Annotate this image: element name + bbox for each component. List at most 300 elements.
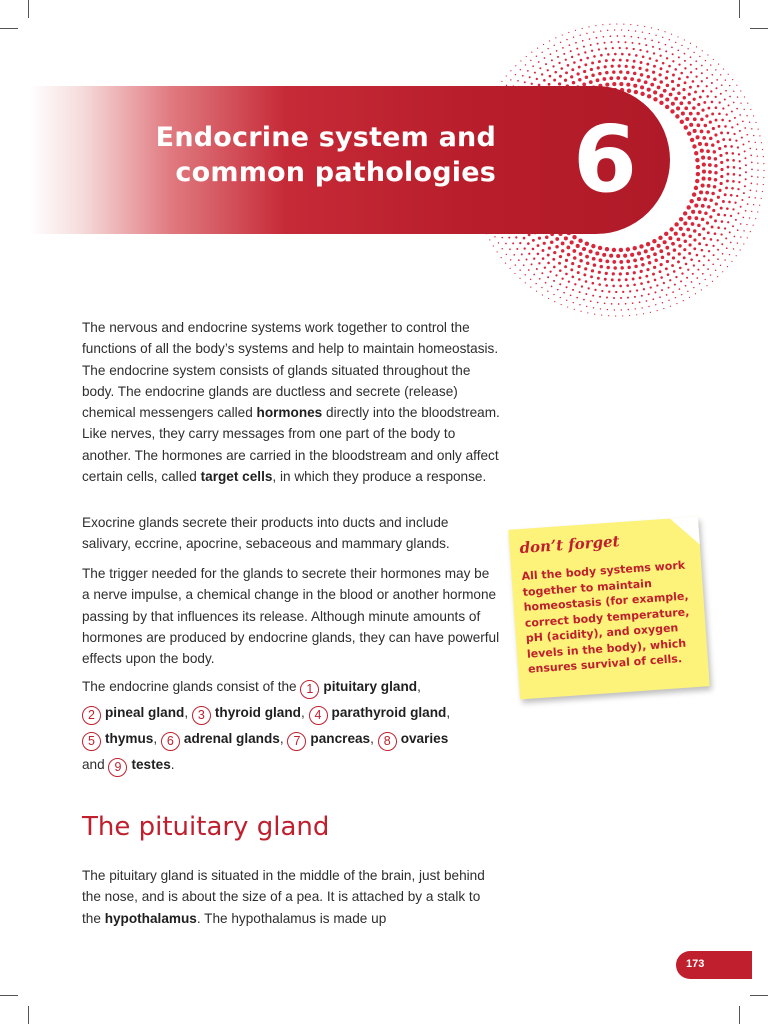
halo-dot (532, 65, 534, 67)
halo-dot (687, 48, 688, 49)
halo-dot (498, 242, 499, 243)
halo-dot (527, 70, 529, 72)
halo-dot (597, 66, 600, 69)
halo-dot (713, 150, 717, 154)
halo-dot (708, 177, 712, 181)
halo-dot (733, 133, 735, 135)
halo-dot (522, 75, 524, 77)
halo-dot (669, 93, 673, 97)
halo-dot (591, 50, 593, 52)
halo-dot (710, 64, 711, 65)
halo-dot (693, 117, 697, 121)
chapter-title (120, 120, 496, 190)
halo-dot (537, 244, 540, 247)
halo-dot (625, 303, 627, 305)
halo-dot (734, 202, 736, 204)
halo-dot (672, 74, 675, 77)
halo-dot (545, 63, 547, 65)
halo-dot (688, 235, 692, 239)
halo-dot (633, 284, 636, 287)
halo-dot (687, 101, 691, 105)
halo-dot (755, 218, 756, 219)
halo-dot (649, 57, 652, 60)
halo-dot (564, 265, 567, 268)
halo-dot (757, 183, 758, 184)
halo-dot (607, 309, 608, 310)
halo-dot (702, 170, 706, 174)
halo-dot (626, 260, 630, 264)
halo-dot (717, 276, 718, 277)
halo-dot (644, 249, 648, 253)
halo-dot (744, 127, 746, 129)
halo-dot (739, 130, 741, 132)
halo-dot (598, 246, 602, 250)
halo-dot (524, 81, 526, 83)
halo-dot (739, 174, 741, 176)
halo-dot (612, 70, 616, 74)
dont-forget-note (508, 517, 709, 700)
halo-dot (693, 52, 694, 53)
halo-dot (648, 306, 649, 307)
halo-dot (704, 211, 708, 215)
halo-dot (618, 64, 621, 67)
text-run: . The hypothalamus is made up (196, 910, 387, 926)
halo-dot (683, 300, 684, 301)
halo-dot (702, 177, 706, 181)
halo-dot (702, 90, 705, 93)
halo-dot (709, 199, 713, 203)
halo-dot (594, 289, 596, 291)
halo-dot (732, 208, 734, 210)
halo-dot (696, 135, 700, 139)
halo-dot (676, 106, 680, 110)
halo-dot (702, 50, 703, 51)
halo-dot (703, 264, 705, 266)
halo-dot (757, 162, 758, 163)
halo-dot (732, 225, 734, 227)
halo-dot (630, 253, 634, 257)
halo-dot (729, 254, 730, 255)
halo-dot (713, 254, 715, 256)
halo-dot (644, 38, 646, 40)
halo-dot (656, 284, 658, 286)
halo-dot (701, 80, 703, 82)
halo-dot (620, 297, 622, 299)
gland-name: pineal gland (105, 705, 185, 720)
halo-dot (547, 276, 549, 278)
halo-dot (497, 251, 498, 252)
halo-dot (696, 46, 697, 47)
halo-dot (605, 71, 609, 75)
halo-dot (744, 96, 745, 97)
halo-dot (533, 274, 535, 276)
halo-dot (728, 201, 731, 204)
halo-dot (721, 220, 724, 223)
halo-dot (592, 295, 594, 297)
chapter-number: 6 (572, 106, 637, 213)
halo-dot (633, 271, 636, 274)
halo-dot (550, 240, 554, 244)
halo-dot (650, 83, 654, 87)
halo-dot (739, 114, 741, 116)
halo-dot (621, 309, 622, 310)
halo-dot (559, 283, 561, 285)
halo-dot (763, 184, 764, 185)
halo-dot (648, 261, 652, 265)
halo-dot (689, 199, 693, 203)
halo-dot (740, 90, 741, 91)
halo-dot (618, 279, 621, 282)
halo-dot (720, 175, 723, 178)
halo-dot (510, 259, 511, 260)
note-folded-corner (670, 517, 700, 547)
halo-dot (530, 279, 531, 280)
halo-dot (724, 193, 727, 196)
gland-item (82, 731, 157, 746)
halo-dot (533, 258, 535, 260)
halo-dot (700, 118, 704, 122)
halo-dot (583, 70, 586, 73)
halo-dot (743, 230, 744, 231)
halo-dot (695, 293, 696, 294)
halo-dot (547, 48, 548, 49)
halo-dot (697, 269, 699, 271)
halo-dot (506, 75, 507, 76)
halo-dot (674, 284, 676, 286)
halo-dot (628, 30, 629, 31)
halo-dot (763, 156, 764, 157)
halo-dot (729, 120, 731, 122)
halo-dot (684, 60, 686, 62)
halo-dot (666, 294, 668, 296)
halo-dot (686, 76, 689, 79)
halo-dot (639, 67, 642, 70)
halo-dot (755, 142, 756, 143)
halo-dot (710, 238, 713, 241)
halo-dot (566, 300, 567, 301)
halo-dot (679, 101, 683, 105)
halo-dot (590, 300, 592, 302)
halo-dot (593, 55, 596, 58)
halo-dot (717, 196, 720, 199)
halo-dot (652, 239, 656, 243)
halo-dot (598, 72, 602, 76)
halo-dot (660, 263, 663, 266)
halo-dot (653, 97, 657, 101)
halo-dot (607, 53, 610, 56)
halo-dot (677, 84, 680, 87)
halo-dot (606, 297, 608, 299)
halo-dot (552, 258, 555, 261)
halo-dot (698, 210, 702, 214)
paragraph-trigger: The trigger needed for the glands to secrete their hormones may be a nerve impulse, a chemical change in the blood or another hormone passing by that influences its release. Although minute amounts of hormones are produced by endocrine glands, they can have powerful effects upon the body. (82, 566, 500, 667)
halo-dot (659, 101, 663, 105)
halo-dot (619, 82, 623, 86)
halo-dot (661, 256, 665, 260)
halo-dot (632, 66, 635, 69)
halo-dot (718, 64, 719, 65)
halo-dot (579, 304, 580, 305)
halo-dot (750, 231, 751, 232)
halo-dot (624, 35, 626, 37)
halo-dot (611, 303, 613, 305)
halo-dot (654, 279, 657, 282)
halo-dot (726, 159, 729, 162)
halo-dot (669, 227, 673, 231)
halo-dot (572, 289, 574, 291)
halo-dot (627, 297, 629, 299)
halo-dot (717, 258, 719, 260)
halo-dot (675, 297, 676, 298)
halo-dot (647, 94, 651, 98)
halo-dot (685, 285, 687, 287)
halo-dot (572, 249, 576, 253)
halo-dot (692, 106, 696, 110)
halo-dot (699, 283, 700, 284)
halo-dot (720, 161, 723, 164)
halo-dot (619, 272, 622, 275)
halo-dot (675, 276, 677, 278)
gland-name: pancreas (310, 731, 371, 746)
halo-dot (672, 53, 674, 55)
halo-dot (701, 204, 705, 208)
halo-dot (707, 205, 711, 209)
halo-dot (730, 145, 733, 148)
halo-dot (633, 60, 636, 63)
halo-dot (612, 260, 616, 264)
halo-dot (674, 68, 677, 71)
halo-dot (640, 85, 644, 89)
gland-number: 2 (82, 706, 101, 725)
halo-dot (555, 274, 557, 276)
halo-dot (691, 210, 695, 214)
halo-dot (591, 62, 594, 65)
halo-dot (748, 196, 750, 198)
halo-dot (705, 191, 709, 195)
halo-dot (714, 157, 718, 161)
halo-dot (715, 96, 717, 98)
halo-dot (598, 48, 600, 50)
halo-dot (639, 244, 643, 248)
glands-line (82, 700, 500, 726)
halo-dot (759, 205, 760, 206)
halo-dot (699, 190, 703, 194)
halo-dot (702, 163, 706, 167)
halo-dot (683, 96, 687, 100)
halo-dot (654, 291, 656, 293)
halo-dot (536, 78, 538, 80)
halo-dot (629, 290, 631, 292)
halo-dot (758, 129, 759, 130)
halo-dot (722, 271, 723, 272)
halo-dot (549, 40, 550, 41)
halo-dot (608, 291, 610, 293)
halo-dot (763, 170, 764, 171)
halo-dot (594, 314, 595, 315)
halo-dot (668, 65, 671, 68)
halo-dot (675, 42, 676, 43)
halo-dot (702, 273, 704, 275)
halo-dot (687, 291, 688, 292)
halo-dot (597, 302, 599, 304)
halo-dot (589, 249, 593, 253)
halo-dot (688, 252, 691, 255)
halo-dot (745, 171, 747, 173)
halo-dot (700, 130, 704, 134)
halo-dot (674, 232, 678, 236)
halo-dot (621, 29, 622, 30)
halo-dot (755, 122, 756, 123)
halo-dot (562, 47, 564, 49)
halo-dot (689, 86, 692, 89)
gland-separator: , (184, 705, 189, 720)
halo-dot (628, 53, 631, 56)
halo-dot (679, 267, 682, 270)
halo-dot (671, 264, 674, 267)
halo-dot (738, 153, 740, 155)
halo-dot (698, 260, 700, 262)
halo-dot (560, 67, 563, 70)
halo-dot (613, 266, 617, 270)
halo-dot (626, 47, 628, 49)
halo-dot (695, 60, 697, 62)
halo-dot (717, 239, 719, 241)
halo-dot (727, 132, 730, 135)
halo-dot (725, 90, 727, 92)
halo-dot (625, 278, 628, 281)
halo-dot (519, 242, 521, 244)
halo-dot (711, 74, 713, 76)
halo-dot (722, 200, 725, 203)
halo-dot (694, 91, 697, 94)
halo-dot (601, 314, 602, 315)
halo-dot (696, 172, 700, 176)
halo-dot (553, 280, 555, 282)
halo-dot (689, 123, 693, 127)
halo-dot (707, 231, 710, 234)
halo-dot (558, 262, 561, 265)
halo-dot (762, 149, 763, 150)
halo-dot (574, 309, 575, 310)
halo-dot (753, 225, 754, 226)
halo-dot (576, 244, 580, 248)
halo-dot (697, 224, 701, 228)
halo-dot (697, 197, 701, 201)
halo-dot (677, 49, 679, 51)
halo-dot (738, 181, 740, 183)
halo-dot (705, 244, 708, 247)
halo-dot (727, 166, 730, 169)
halo-dot (585, 75, 589, 79)
halo-dot (519, 278, 520, 279)
and-word: and (82, 757, 105, 772)
halo-dot (658, 29, 659, 30)
halo-dot (653, 77, 657, 81)
halo-dot (660, 276, 663, 279)
halo-dot (693, 98, 696, 101)
halo-dot (534, 72, 536, 74)
halo-dot (530, 287, 531, 288)
halo-dot (619, 47, 621, 49)
halo-dot (515, 74, 516, 75)
halo-dot (711, 112, 714, 115)
halo-dot (510, 70, 511, 71)
halo-dot (697, 85, 700, 88)
halo-dot (659, 55, 661, 57)
halo-dot (711, 82, 713, 84)
halo-dot (626, 71, 630, 75)
halo-dot (520, 60, 521, 61)
halo-dot (561, 249, 565, 253)
halo-dot (718, 112, 721, 115)
halo-dot (671, 242, 675, 246)
halo-dot (687, 269, 689, 271)
halo-dot (740, 223, 742, 225)
halo-dot (732, 180, 735, 183)
halo-dot (715, 106, 718, 109)
halo-dot (720, 93, 722, 95)
halo-dot (753, 135, 754, 136)
halo-dot (681, 294, 682, 295)
halo-dot (678, 77, 681, 80)
halo-dot (659, 249, 663, 253)
halo-dot (647, 255, 651, 259)
halo-dot (751, 169, 753, 171)
halo-dot (674, 97, 678, 101)
section-heading: The pituitary gland (82, 812, 330, 842)
halo-dot (724, 227, 726, 229)
halo-dot (736, 85, 737, 86)
halo-dot (645, 69, 648, 72)
note-title: don’t forget (518, 532, 621, 558)
halo-dot (580, 34, 581, 35)
crop-mark (0, 28, 18, 29)
halo-dot (702, 227, 705, 230)
halo-dot (552, 65, 554, 67)
page-number: 173 (686, 958, 705, 970)
halo-dot (600, 54, 603, 57)
halo-dot (739, 167, 741, 169)
halo-dot (617, 35, 619, 37)
gland-item (378, 731, 449, 746)
halo-dot (572, 81, 576, 85)
halo-dot (650, 247, 654, 251)
halo-dot (583, 273, 586, 276)
halo-dot (578, 66, 581, 69)
halo-dot (664, 232, 668, 236)
halo-dot (680, 280, 682, 282)
halo-dot (637, 79, 641, 83)
halo-dot (555, 245, 559, 249)
halo-dot (706, 69, 708, 71)
halo-dot (726, 180, 729, 183)
halo-dot (589, 38, 591, 40)
halo-dot (747, 237, 748, 238)
gland-number: 3 (192, 706, 211, 725)
halo-dot (652, 46, 654, 48)
intro-paragraph (82, 317, 500, 487)
halo-dot (722, 138, 725, 141)
halo-dot (737, 123, 739, 125)
gland-item (108, 757, 174, 772)
halo-dot (715, 87, 717, 89)
halo-dot (648, 293, 650, 295)
halo-dot (725, 79, 726, 80)
halo-dot (706, 149, 710, 153)
halo-dot (555, 237, 559, 241)
halo-dot (553, 266, 556, 269)
halo-dot (707, 184, 711, 188)
